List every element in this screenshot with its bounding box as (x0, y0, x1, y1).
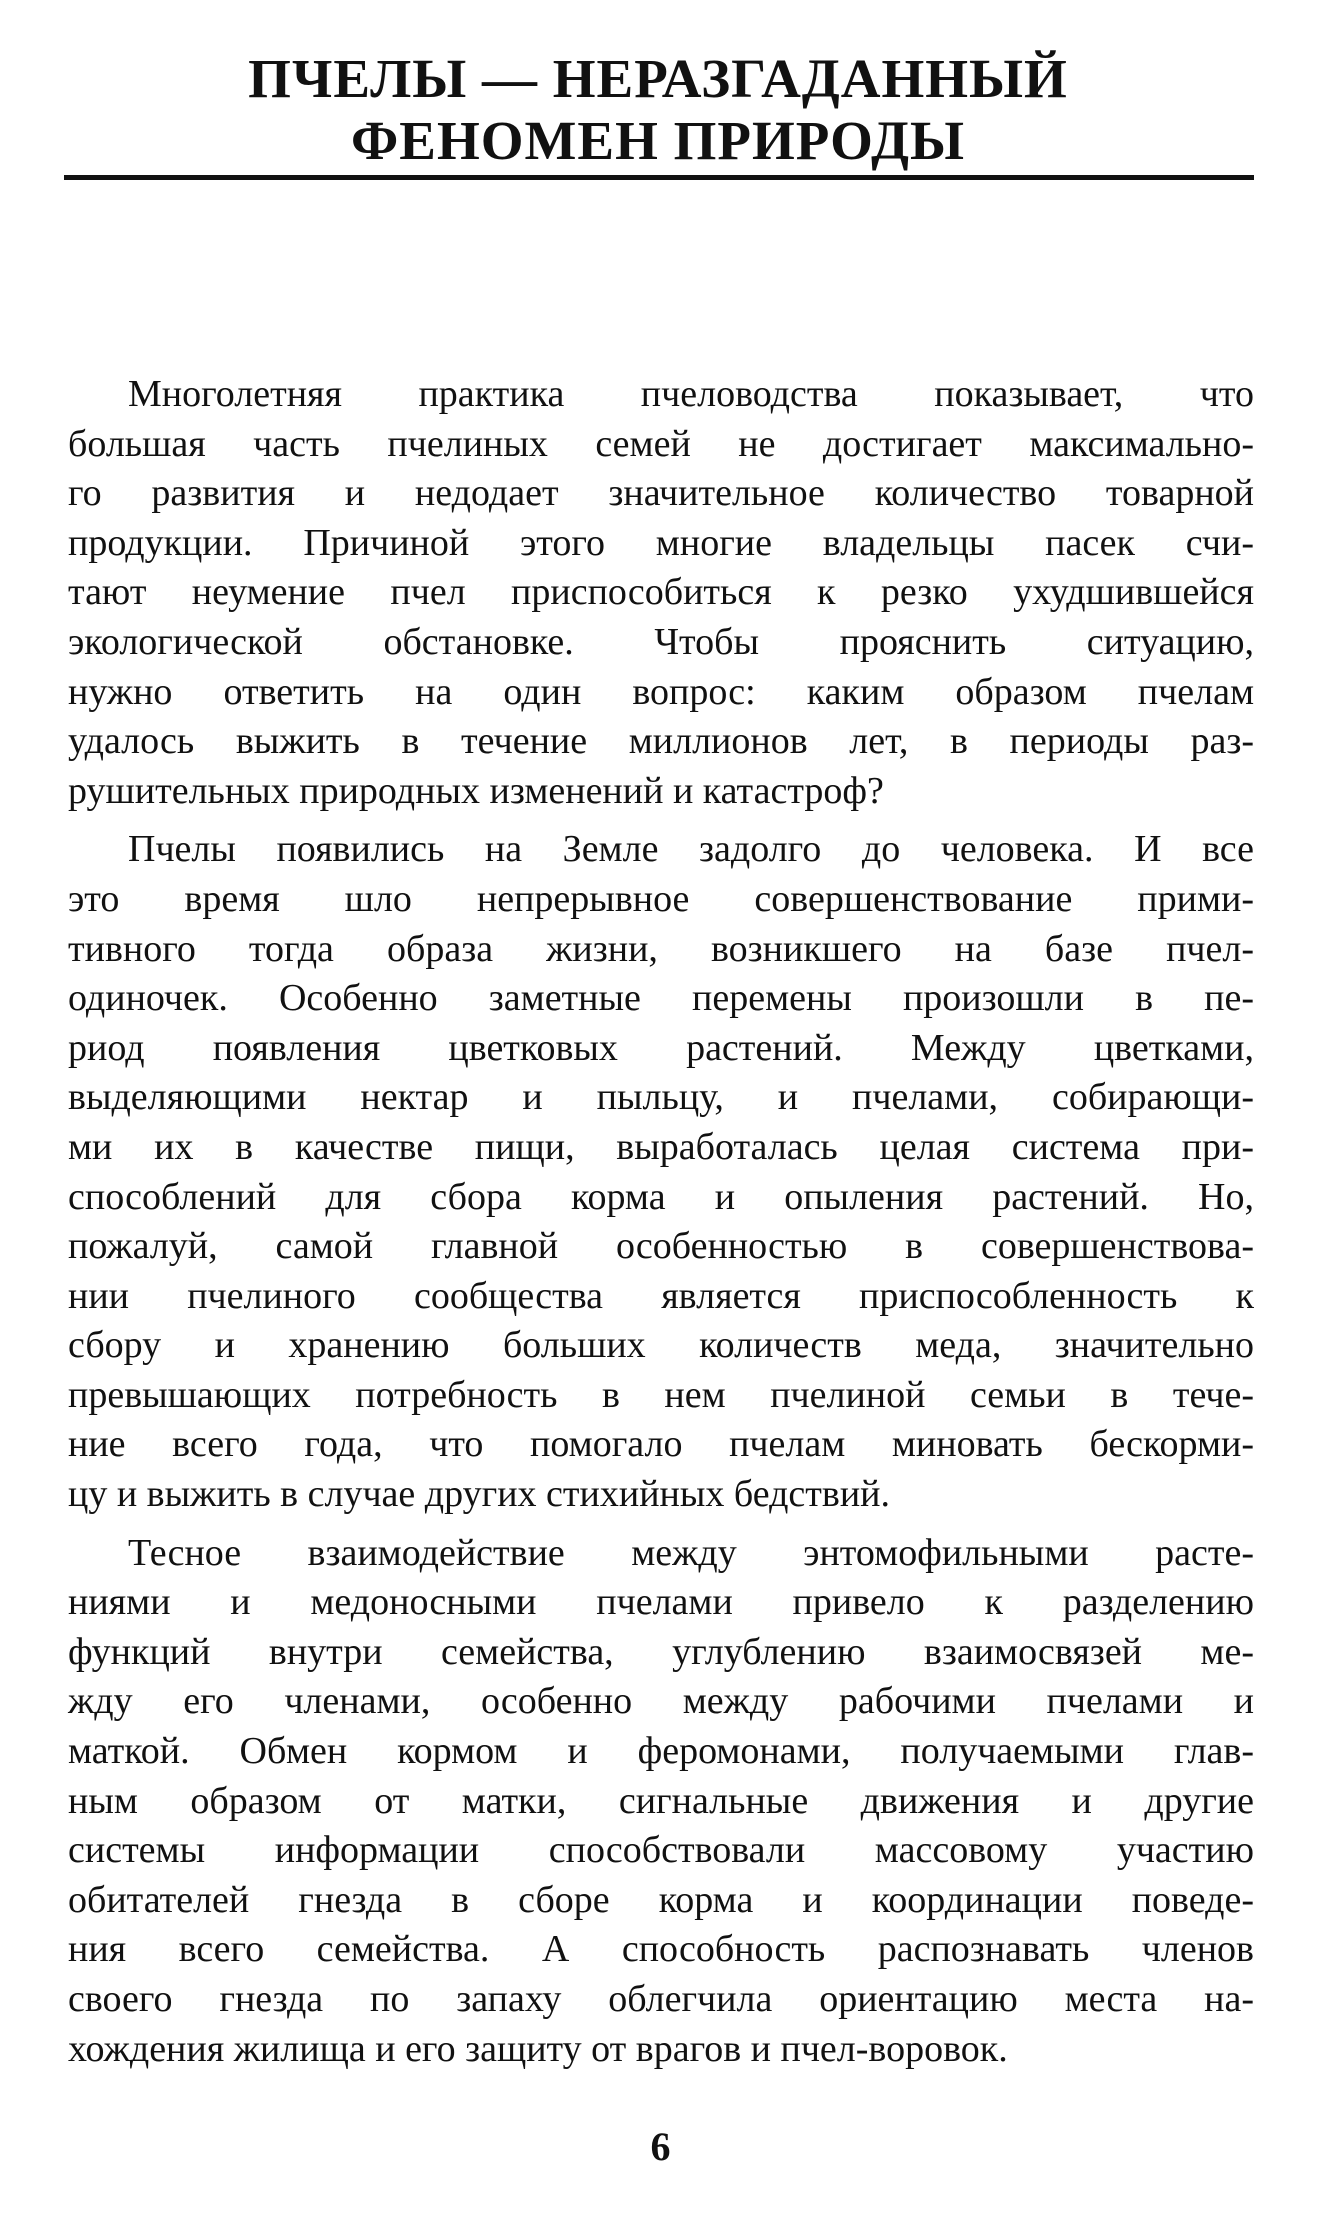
paragraph-2 (68, 825, 1254, 1519)
text-line: нужно ответить на один вопрос: каким образом пчелам (68, 670, 1254, 713)
text-line: жду его членами, особенно между рабочими пчелами и (68, 1680, 1254, 1723)
text-line: тают неумение пчел приспособиться к резко ухудшившейся (68, 571, 1254, 614)
text-line: цу и выжить в случае других стихийных бедствий. (68, 1473, 891, 1516)
title-underline-rule (64, 175, 1254, 180)
text-line: пожалуй, самой главной особенностью в совершенствова- (68, 1225, 1254, 1268)
page-number: 6 (650, 2124, 671, 2169)
text-line: удалось выжить в течение миллионов лет, в периоды раз- (68, 720, 1254, 763)
text-line: одиночек. Особенно заметные перемены произошли в пе- (68, 977, 1254, 1020)
text-line: превышающих потребность в нем пчелиной семьи в тече- (68, 1373, 1254, 1416)
text-line: Многолетняя практика пчеловодства показывает, что (128, 373, 1254, 415)
text-line: Тесное взаимодействие между энтомофильными расте- (128, 1531, 1254, 1574)
text-line: Пчелы появились на Земле задолго до человека. И все (128, 828, 1254, 871)
text-line: продукции. Причиной этого многие владельцы пасек счи- (68, 521, 1254, 564)
text-line: риод появления цветковых растений. Между цветками, (68, 1026, 1254, 1069)
text-line: экологической обстановке. Чтобы прояснить ситуацию, (68, 620, 1254, 663)
text-line: ниями и медоносными пчелами привело к разделению (68, 1581, 1254, 1624)
text-line: нии пчелиного сообщества является приспособленность к (68, 1274, 1254, 1317)
text-line: способлений для сбора корма и опыления растений. Но, (68, 1175, 1254, 1218)
chapter-title (58, 48, 1258, 172)
text-line: обитателей гнезда в сборе корма и координации поведе- (68, 1878, 1254, 1921)
text-line: это время шло непрерывное совершенствование прими- (68, 877, 1254, 920)
text-line: своего гнезда по запаху облегчила ориентацию места на- (68, 1978, 1254, 2020)
paragraph-3 (68, 1529, 1254, 2075)
text-line: го развития и недодает значительное количество товарной (68, 472, 1254, 515)
text-line: маткой. Обмен кормом и феромонами, получаемыми глав- (68, 1730, 1254, 1773)
text-line: ным образом от матки, сигнальные движения и другие (68, 1779, 1254, 1822)
paragraph-1 (68, 370, 1254, 816)
text-line: ния всего семейства. А способность распознавать членов (68, 1928, 1254, 1971)
text-line: хождения жилища и его защиту от врагов и пчел-воровок. (68, 2027, 1008, 2070)
text-line: большая часть пчелиных семей не достигает максимально- (68, 422, 1254, 465)
chapter-title-line-1: ПЧЕЛЫ — НЕРАЗГАДАННЫЙ (248, 48, 1068, 109)
chapter-title-line-2: ФЕНОМЕН ПРИРОДЫ (351, 110, 965, 171)
text-line: ми их в качестве пищи, выработалась целая система при- (68, 1125, 1254, 1168)
text-line: функций внутри семейства, углублению взаимосвязей ме- (68, 1630, 1254, 1673)
text-line: ние всего года, что помогало пчелам миновать бескорми- (68, 1423, 1254, 1466)
text-line: выделяющими нектар и пыльцу, и пчелами, собирающи- (68, 1076, 1254, 1119)
text-line: системы информации способствовали массовому участию (68, 1829, 1254, 1872)
text-line: тивного тогда образа жизни, возникшего на базе пчел- (68, 927, 1254, 970)
chapter-body-text (68, 370, 1254, 2083)
text-line: сбору и хранению больших количеств меда, значительно (68, 1324, 1254, 1367)
text-line: рушительных природных изменений и катастроф? (68, 769, 884, 812)
